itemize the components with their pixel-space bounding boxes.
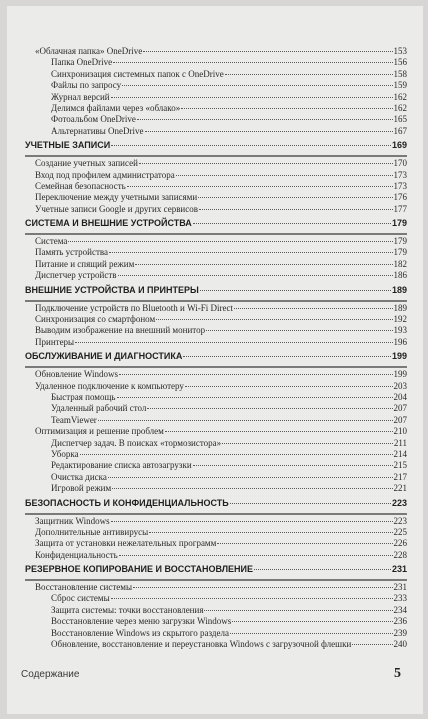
toc-entry (25, 605, 407, 616)
dot-leader (112, 488, 392, 489)
dot-leader (222, 443, 393, 444)
toc-section-title (25, 285, 407, 302)
dot-leader (108, 477, 393, 478)
toc-entry-page-number: 192 (393, 314, 407, 325)
dot-leader (147, 408, 392, 409)
dot-leader (204, 610, 392, 611)
toc-entry (25, 236, 407, 247)
toc-entry-label: Создание учетных записей (35, 158, 138, 169)
toc-entry-page-number: 215 (393, 460, 407, 471)
dot-leader (145, 131, 393, 132)
toc-entry (25, 460, 407, 471)
dot-leader (111, 598, 393, 599)
dot-leader (183, 356, 391, 357)
toc-entry (25, 616, 407, 627)
toc-entry-page-number: 162 (393, 102, 407, 113)
toc-section (25, 46, 407, 137)
book-page (7, 6, 423, 714)
toc-entry (25, 192, 407, 203)
dot-leader (109, 252, 392, 253)
toc-entry-page-number: 228 (393, 549, 407, 560)
toc-entry-page-number: 176 (393, 192, 407, 203)
toc-entry (25, 103, 407, 114)
toc-entry-page-number: 203 (393, 380, 407, 391)
dot-leader (234, 308, 393, 309)
dot-leader (75, 342, 392, 343)
toc-entry-page-number: 170 (393, 158, 407, 169)
toc-section-title (25, 218, 407, 235)
toc-entry-page-number: 204 (393, 391, 407, 402)
toc-entry-page-number: 189 (393, 302, 407, 313)
toc-entry-page-number: 173 (393, 169, 407, 180)
dot-leader (137, 119, 393, 120)
dot-leader (156, 319, 392, 320)
toc-entry-page-number: 167 (393, 125, 407, 136)
toc-section (25, 140, 407, 215)
toc-entry-label: Быстрая помощь (51, 391, 116, 402)
toc-entry-label: Питание и спящий режим (35, 258, 135, 269)
dot-leader (143, 51, 392, 52)
dot-leader (98, 420, 393, 421)
section-page-number: 231 (391, 564, 407, 575)
footer-section-label: Содержание (21, 669, 80, 680)
toc-entry-label: Фотоальбом OneDrive (51, 114, 136, 125)
toc-entry-label: Синхронизация со смартфоном (35, 314, 156, 325)
toc-entry (25, 550, 407, 561)
toc-entry-page-number: 217 (393, 471, 407, 482)
toc-entry-label: Память устройства (35, 247, 109, 258)
toc-entry-label: Учетные записи Google и других сервисов (35, 203, 198, 214)
dot-leader (113, 62, 392, 63)
toc-entry (25, 527, 407, 538)
toc-entry-page-number: 158 (393, 68, 407, 79)
dot-leader (206, 330, 392, 331)
toc-entry-label: Диспетчер устройств (35, 270, 117, 281)
toc-entry-page-number: 196 (393, 336, 407, 347)
toc-entry-label: «Облачная папка» OneDrive (35, 46, 143, 56)
toc-entry-page-number: 225 (393, 526, 407, 537)
toc-entry-label: Обновление Windows (35, 369, 119, 380)
toc-entry (25, 449, 407, 460)
section-title-label: ВНЕШНИЕ УСТРОЙСТВА И ПРИНТЕРЫ (25, 284, 199, 295)
toc-entry (25, 158, 407, 169)
toc-entry-page-number: 236 (393, 616, 407, 627)
dot-leader (193, 223, 391, 224)
dot-leader (198, 197, 392, 198)
toc-section (25, 351, 407, 494)
toc-entry-label: Файлы по запросу (51, 80, 122, 91)
dot-leader (232, 621, 392, 622)
dot-leader (111, 145, 391, 146)
toc-section-title (25, 564, 407, 581)
toc-entry-label: Сброс системы (51, 593, 110, 604)
dot-leader (117, 397, 393, 398)
dot-leader (176, 175, 393, 176)
toc-entry (25, 438, 407, 449)
toc-entry (25, 369, 407, 380)
toc-entry-page-number: 234 (393, 604, 407, 615)
toc-entry-page-number: 153 (393, 46, 407, 56)
dot-leader (122, 85, 392, 86)
toc-entry (25, 483, 407, 494)
toc-entry-page-number: 179 (393, 247, 407, 258)
toc-entry-page-number: 159 (393, 80, 407, 91)
table-of-contents (25, 46, 407, 652)
dot-leader (185, 386, 393, 387)
toc-section (25, 218, 407, 282)
section-page-number: 223 (391, 497, 407, 508)
toc-entry (25, 259, 407, 270)
toc-entry-label: Система (35, 236, 68, 247)
toc-entry-label: Принтеры (35, 336, 75, 347)
toc-entry (25, 181, 407, 192)
toc-entry-page-number: 162 (393, 91, 407, 102)
dot-leader (352, 644, 392, 645)
toc-entry (25, 403, 407, 414)
toc-entry-label: Защита системы: точки восстановления (51, 604, 204, 615)
toc-entry-label: Защитник Windows (35, 515, 110, 526)
dot-leader (111, 521, 393, 522)
dot-leader (133, 587, 392, 588)
toc-entry-page-number: 239 (393, 627, 407, 638)
toc-entry-label: Редактирование списка автозагрузки (51, 460, 192, 471)
toc-entry (25, 381, 407, 392)
toc-entry-page-number: 211 (393, 437, 407, 448)
section-page-number: 199 (391, 351, 407, 362)
toc-entry-label: Уборка (51, 448, 79, 459)
dot-leader (165, 431, 393, 432)
toc-entry-label: Удаленное подключение к компьютеру (35, 380, 184, 391)
dot-leader (80, 454, 393, 455)
toc-section-title (25, 498, 407, 515)
section-page-number: 189 (391, 284, 407, 295)
section-title-label: БЕЗОПАСНОСТЬ И КОНФИДЕНЦИАЛЬНОСТЬ (25, 497, 229, 508)
toc-entry (25, 415, 407, 426)
toc-entry-label: Конфиденциальность (35, 549, 118, 560)
dot-leader (68, 241, 392, 242)
toc-entry (25, 92, 407, 103)
toc-entry (25, 337, 407, 348)
toc-entry-label: Подключение устройств по Bluetooth и Wi-Fi Direct (35, 302, 233, 313)
toc-entry-label: Восстановление системы (35, 582, 133, 593)
section-title-label: РЕЗЕРВНОЕ КОПИРОВАНИЕ И ВОССТАНОВЛЕНИЕ (25, 564, 254, 575)
toc-entry-label: Альтернативы OneDrive (51, 125, 144, 136)
toc-entry-page-number: 231 (393, 582, 407, 593)
toc-entry (25, 426, 407, 437)
dot-leader (230, 503, 391, 504)
toc-entry-page-number: 233 (393, 593, 407, 604)
dot-leader (135, 264, 392, 265)
toc-entry-page-number: 177 (393, 203, 407, 214)
dot-leader (111, 97, 393, 98)
toc-entry-page-number: 214 (393, 448, 407, 459)
toc-entry (25, 69, 407, 80)
toc-entry (25, 46, 407, 57)
toc-entry-label: Игровой режим (51, 483, 112, 494)
dot-leader (254, 569, 391, 570)
toc-entry (25, 516, 407, 527)
toc-entry-page-number: 173 (393, 180, 407, 191)
toc-entry-page-number: 207 (393, 403, 407, 414)
toc-entry (25, 325, 407, 336)
toc-entry-label: Восстановление Windows из скрытого раздела (51, 627, 229, 638)
toc-entry-label: Переключение между учетными записями (35, 192, 198, 203)
toc-entry (25, 472, 407, 483)
toc-entry (25, 593, 407, 604)
toc-entry (25, 270, 407, 281)
toc-entry (25, 57, 407, 68)
dot-leader (225, 74, 393, 75)
toc-entry (25, 538, 407, 549)
toc-entry-page-number: 156 (393, 57, 407, 68)
toc-entry (25, 80, 407, 91)
toc-entry (25, 314, 407, 325)
toc-entry (25, 126, 407, 137)
toc-entry-page-number: 193 (393, 325, 407, 336)
toc-entry-page-number: 186 (393, 270, 407, 281)
toc-entry (25, 628, 407, 639)
toc-entry-page-number: 207 (393, 414, 407, 425)
dot-leader (230, 633, 393, 634)
toc-entry-label: Оптимизация и решение проблем (35, 426, 164, 437)
toc-entry (25, 582, 407, 593)
dot-leader (181, 108, 392, 109)
dot-leader (200, 290, 391, 291)
toc-entry-label: Обновление, восстановление и переустановка Windows с загрузочной флешки (51, 639, 352, 650)
toc-entry-page-number: 221 (393, 483, 407, 494)
toc-entry-label: Вход под профилем администратора (35, 169, 175, 180)
toc-entry (25, 204, 407, 215)
toc-entry-label: Журнал версий (51, 91, 110, 102)
toc-entry-label: Папка OneDrive (51, 57, 113, 68)
toc-entry (25, 170, 407, 181)
toc-entry-label: Делимся файлами через «облако» (51, 102, 181, 113)
dot-leader (118, 275, 393, 276)
dot-leader (149, 532, 392, 533)
section-title-label: СИСТЕМА И ВНЕШНИЕ УСТРОЙСТВА (25, 218, 192, 229)
dot-leader (127, 186, 393, 187)
footer-page-number: 5 (394, 666, 401, 681)
toc-entry (25, 303, 407, 314)
toc-entry-page-number: 182 (393, 258, 407, 269)
toc-entry-label: Дополнительные антивирусы (35, 526, 149, 537)
toc-section (25, 564, 407, 650)
dot-leader (119, 374, 392, 375)
toc-entry-label: Удаленный рабочий стол (51, 403, 147, 414)
toc-section-title (25, 351, 407, 368)
toc-entry-page-number: 199 (393, 369, 407, 380)
toc-entry-label: Синхронизация системных папок с OneDrive (51, 68, 224, 79)
dot-leader (199, 209, 393, 210)
toc-entry-label: TeamViewer (51, 414, 97, 425)
toc-entry-page-number: 240 (393, 639, 407, 650)
toc-entry-label: Защита от установки нежелательных программ (35, 538, 217, 549)
toc-entry-page-number: 210 (393, 426, 407, 437)
section-title-label: ОБСЛУЖИВАНИЕ И ДИАГНОСТИКА (25, 351, 183, 362)
dot-leader (193, 465, 393, 466)
toc-section (25, 285, 407, 349)
dot-leader (217, 543, 392, 544)
section-page-number: 179 (391, 218, 407, 229)
toc-entry-page-number: 179 (393, 236, 407, 247)
toc-entry-label: Диспетчер задач. В поисках «тормозистора» (51, 437, 222, 448)
dot-leader (119, 555, 393, 556)
toc-section-title (25, 140, 407, 157)
toc-entry (25, 114, 407, 125)
toc-entry (25, 247, 407, 258)
dot-leader (139, 163, 393, 164)
toc-entry-label: Восстановление через меню загрузки Windows (51, 616, 232, 627)
toc-entry-page-number: 223 (393, 515, 407, 526)
toc-section (25, 498, 407, 562)
section-title-label: УЧЕТНЫЕ ЗАПИСИ (25, 140, 111, 151)
toc-entry-label: Очистка диска (51, 471, 107, 482)
toc-entry-label: Выводим изображение на внешний монитор (35, 325, 206, 336)
toc-entry (25, 639, 407, 650)
toc-entry-label: Семейная безопасность (35, 180, 126, 191)
toc-entry (25, 392, 407, 403)
section-page-number: 169 (391, 140, 407, 151)
toc-entry-page-number: 226 (393, 538, 407, 549)
toc-entry-page-number: 165 (393, 114, 407, 125)
